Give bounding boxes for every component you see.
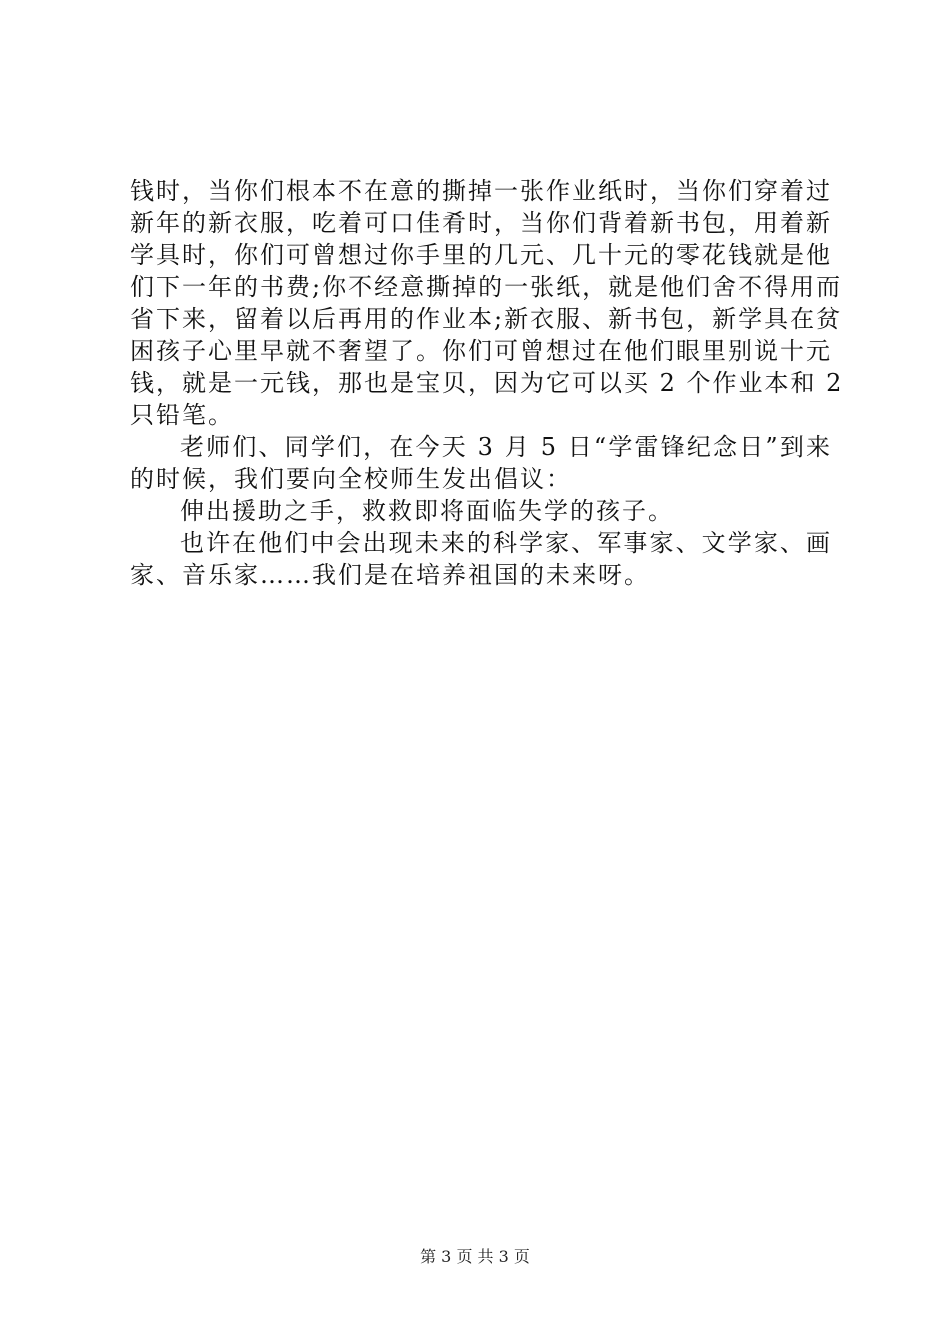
paragraph-1-line-1: 钱时，当你们根本不在意的撕掉一张作业纸时，当你们穿着过 bbox=[130, 177, 832, 205]
paragraph-1-line-4: 们下一年的书费;你不经意撕掉的一张纸，就是他们舍不得用而 bbox=[130, 273, 843, 301]
paragraph-1-line-7: 钱，就是一元钱，那也是宝贝，因为它可以买 2 个作业本和 2 bbox=[130, 369, 844, 397]
paragraph-2-line-2: 的时候，我们要向全校师生发出倡议： bbox=[130, 465, 572, 493]
document-body bbox=[130, 175, 844, 591]
page-number-label: 第 3 页 共 3 页 bbox=[420, 1247, 530, 1266]
paragraph-1-line-6: 困孩子心里早就不奢望了。你们可曾想过在他们眼里别说十元 bbox=[130, 337, 832, 365]
page-footer bbox=[0, 1244, 950, 1267]
paragraph-1-line-8: 只铅笔。 bbox=[130, 401, 234, 429]
paragraph-3-line-1: 伸出援助之手，救救即将面临失学的孩子。 bbox=[180, 497, 674, 525]
paragraph-4-line-1: 也许在他们中会出现未来的科学家、军事家、文学家、画 bbox=[180, 529, 832, 557]
paragraph-1-line-3: 学具时，你们可曾想过你手里的几元、几十元的零花钱就是他 bbox=[130, 241, 832, 269]
paragraph-1-line-5: 省下来，留着以后再用的作业本;新衣服、新书包，新学具在贫 bbox=[130, 305, 843, 333]
paragraph-4-line-2: 家、音乐家……我们是在培养祖国的未来呀。 bbox=[130, 561, 650, 589]
paragraph-1-line-2: 新年的新衣服，吃着可口佳肴时，当你们背着新书包，用着新 bbox=[130, 209, 832, 237]
paragraph-2-line-1: 老师们、同学们，在今天 3 月 5 日“学雷锋纪念日”到来 bbox=[180, 433, 832, 461]
